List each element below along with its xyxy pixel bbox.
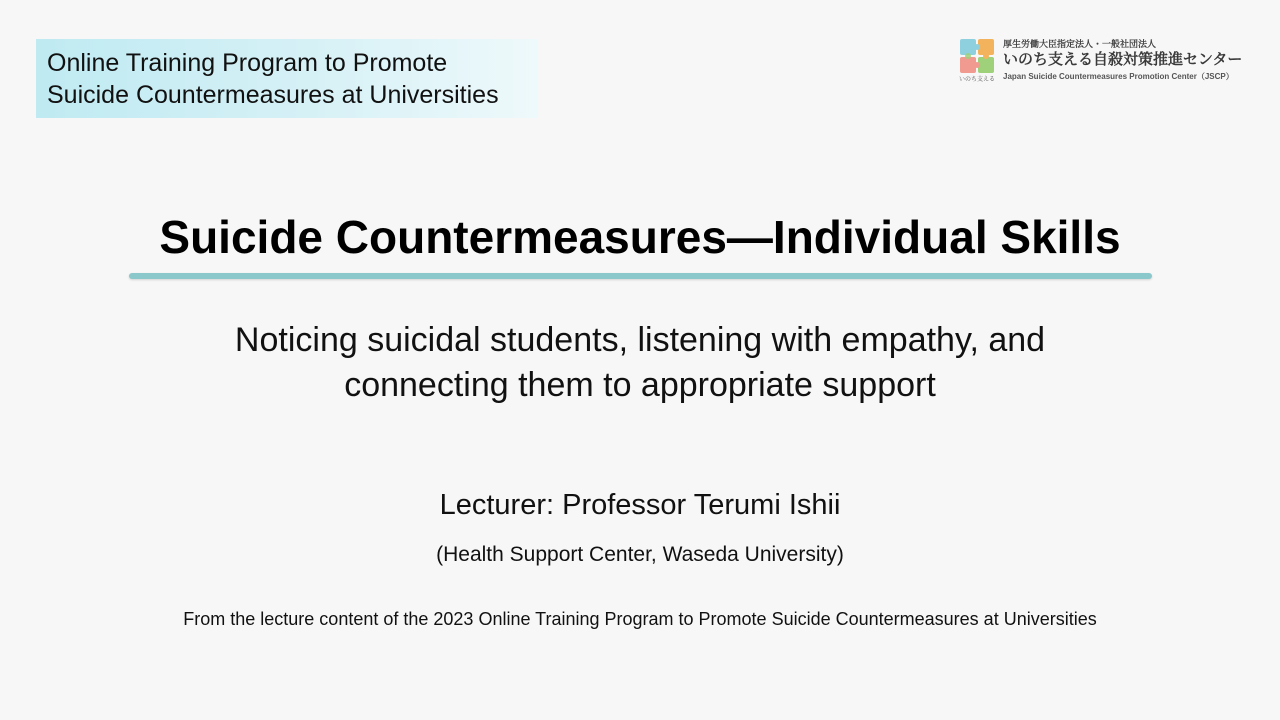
lecturer-affiliation: (Health Support Center, Waseda University) [436, 543, 844, 566]
program-label-line-2: Suicide Countermeasures at Universities [47, 81, 499, 109]
lecturer-name: Lecturer: Professor Terumi Ishii [439, 489, 841, 521]
program-label-line-1: Online Training Program to Promote [47, 49, 448, 77]
source-note: From the lecture content of the 2023 Online Training Program to Promote Suicide Countermeasures at Universities [183, 609, 1097, 629]
puzzle-logo-icon [959, 38, 995, 74]
title-underline [129, 273, 1152, 279]
subtitle-line-1: Noticing suicidal students, listening with empathy, and [234, 321, 1046, 359]
subtitle-line-2: connecting them to appropriate support [344, 366, 936, 404]
program-label-box [36, 39, 538, 118]
logo-kana-caption: いのち支える [959, 77, 996, 83]
slide-title: Suicide Countermeasures—Individual Skills [159, 211, 1121, 263]
logo-organization-name: いのち支える自殺対策推進センター [1003, 51, 1243, 68]
jscp-logo [959, 38, 1249, 88]
slide-subtitle [140, 318, 1140, 408]
logo-designation-text: 厚生労働大臣指定法人・一般社団法人 [1003, 39, 1157, 49]
logo-english-name: Japan Suicide Countermeasures Promotion Center（JSCP） [1003, 72, 1234, 81]
